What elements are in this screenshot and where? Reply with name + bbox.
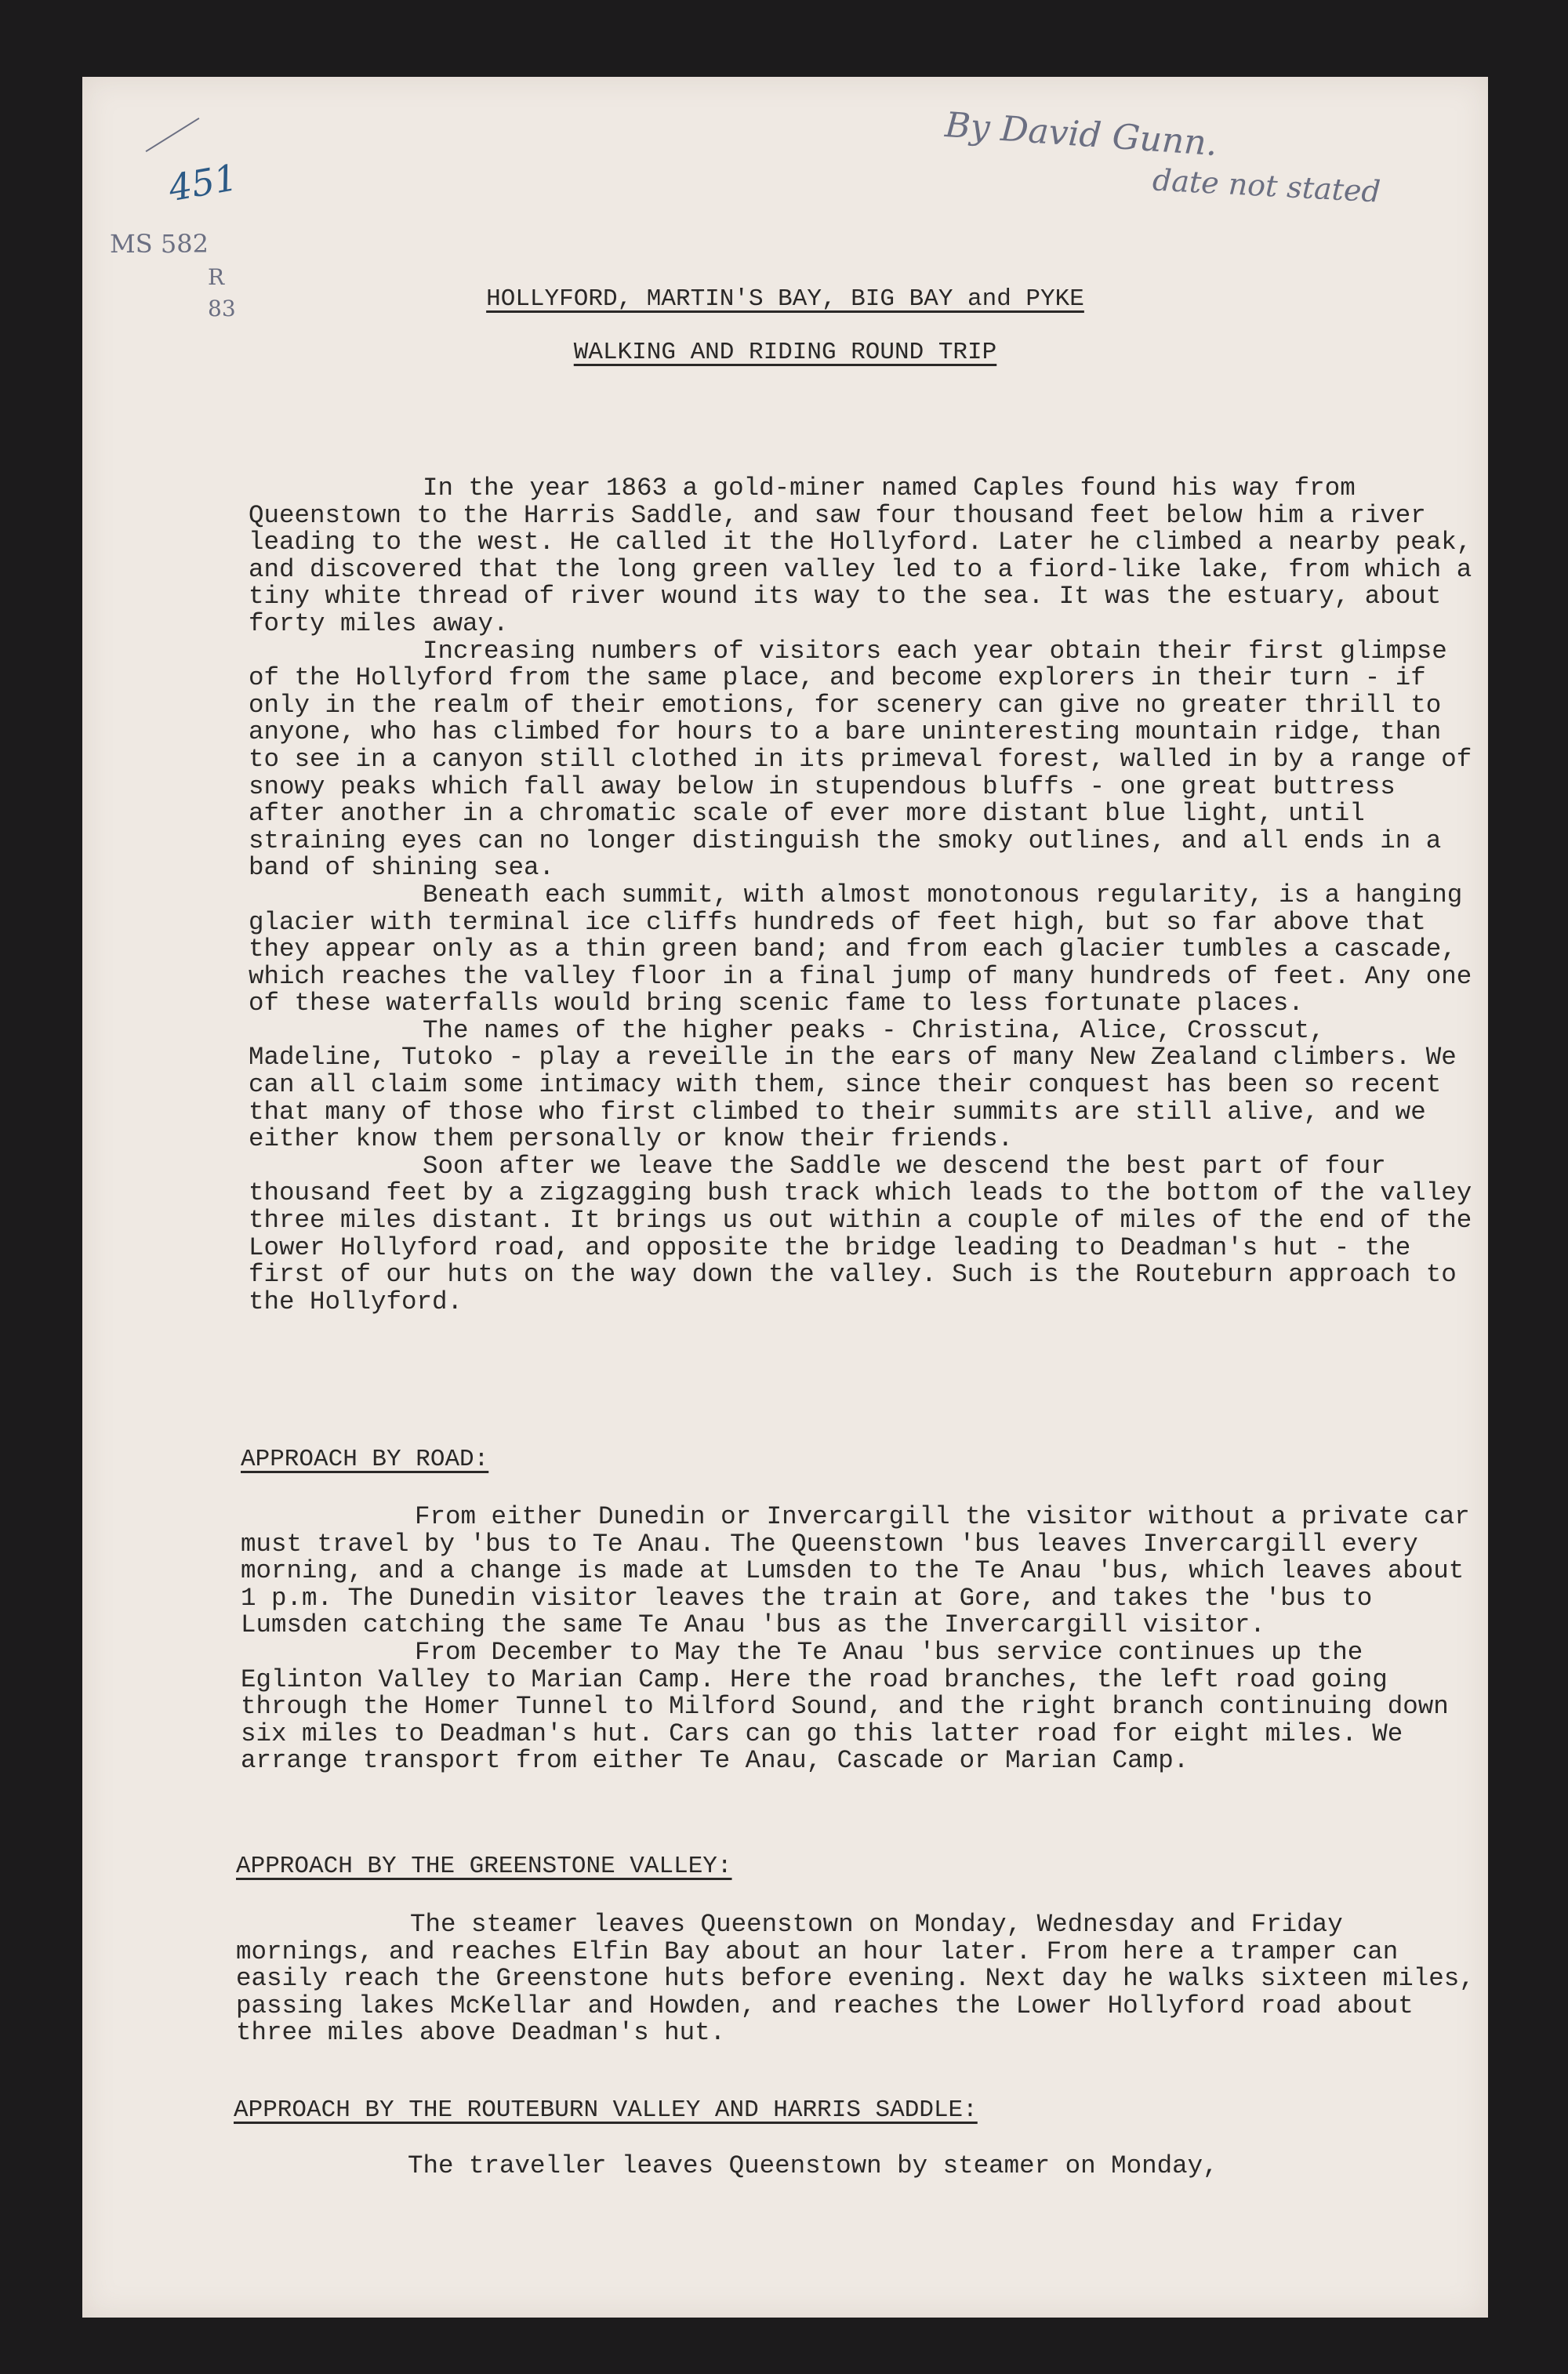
road-section xyxy=(241,1504,1473,1775)
road-paragraph-2: From December to May the Te Anau 'bus service continues up the Eglinton Valley to Marian Camp. Here the road branches, the left road going through the Homer Tunnel to Milford Sound, and the right branch continuing down six miles to Deadman's hut. Cars can go this latter road for eight miles. We arrange transport from either Te Anau, Cascade or Marian Camp. xyxy=(241,1637,1449,1776)
ms-reference-r: R xyxy=(208,264,225,290)
routeburn-paragraph-1: The traveller leaves Queenstown by steamer on Monday, xyxy=(408,2151,1218,2180)
routeburn-section xyxy=(234,2153,1472,2180)
pencil-stroke xyxy=(146,118,200,152)
author-note: By David Gunn. xyxy=(943,104,1219,165)
intro-paragraph-4: The names of the higher peaks - Christina, Alice, Crosscut, Madeline, Tutoko - play a reveille in the ears of many New Zealand climbers. We can all claim some intimacy with them, since their conquest has been so recent that many of those who first climbed to their summits are still alive, and we either know them personally or know their friends. xyxy=(249,1015,1457,1154)
date-note: date not stated xyxy=(1152,162,1381,209)
title-line-1: HOLLYFORD, MARTIN'S BAY, BIG BAY and PYKE xyxy=(486,285,1084,313)
document-title xyxy=(82,287,1488,311)
ms-reference: MS 582 xyxy=(110,229,209,259)
greenstone-heading: APPROACH BY THE GREENSTONE VALLEY: xyxy=(236,1853,732,1880)
greenstone-section xyxy=(236,1911,1475,2047)
document-subtitle xyxy=(82,340,1488,365)
road-paragraph-1: From either Dunedin or Invercargill the visitor without a private car must travel by 'bus to Te Anau. The Queenstown 'bus leaves Invercargill every morning, and a change is made at Lumsden to the Te Anau 'bus, which leaves about 1 p.m. The Dunedin visitor leaves the train at Gore, and takes the 'bus to Lumsden catching the same Te Anau 'bus as the Invercargill visitor. xyxy=(241,1502,1470,1640)
intro-paragraph-2: Increasing numbers of visitors each year obtain their first glimpse of the Hollyford from the same place, and become explorers in their turn - if only in the realm of their emotions, for scenery can give no greater thrill to anyone, who has climbed for hours to a bare uninteresting mountain ridge, than to see in a canyon still clothed in its primeval forest, walled in by a range of snowy peaks which fall away below in stupendous bluffs - one great buttress after another in a chromatic scale of ever more distant blue light, until straining eyes can no longer distinguish the smoky outlines, and all ends in a band of shining sea. xyxy=(249,636,1472,883)
road-heading: APPROACH BY ROAD: xyxy=(241,1446,489,1473)
ms-reference-number: 83 xyxy=(208,296,236,321)
greenstone-paragraph-1: The steamer leaves Queenstown on Monday, Wednesday and Friday mornings, and reaches Elfin Bay about an hour later. From here a tramper can easily reach the Greenstone huts before evening. Next day he walks sixteen miles, passing lakes McKellar and Howden, and reaches the Lower Hollyford road about three miles above Deadman's hut. xyxy=(236,1910,1475,2048)
title-line-2: WALKING AND RIDING ROUND TRIP xyxy=(573,339,997,366)
intro-paragraph-5: Soon after we leave the Saddle we descend the best part of four thousand feet by a zigzagging bush track which leads to the bottom of the valley three miles distant. It brings us out within a couple of miles of the end of the Lower Hollyford road, and opposite the bridge leading to Deadman's hut - the first of our huts on the way down the valley. Such is the Routeburn approach to the Hollyford. xyxy=(249,1151,1472,1316)
intro-paragraph-3: Beneath each summit, with almost monotonous regularity, is a hanging glacier with terminal ice cliffs hundreds of feet high, but so far above that they appear only as a thin green band; and from each glacier tumbles a cascade, which reaches the valley floor in a final jump of many hundreds of feet. Any one of these waterfalls would bring scenic fame to less fortunate places. xyxy=(249,880,1472,1018)
number-note: 451 xyxy=(165,155,241,210)
intro-paragraph-1: In the year 1863 a gold-miner named Caples found his way from Queenstown to the Harris Saddle, and saw four thousand feet below him a river leading to the west. He called it the Hollyford. Later he climbed a nearby peak, and discovered that the long green valley led to a fiord-like lake, from which a tiny white thread of river wound its way to the sea. It was the estuary, about forty miles away. xyxy=(249,474,1472,638)
routeburn-heading: APPROACH BY THE ROUTEBURN VALLEY AND HARRIS SADDLE: xyxy=(234,2096,978,2124)
document-page xyxy=(82,77,1488,2318)
intro-section xyxy=(249,475,1473,1316)
